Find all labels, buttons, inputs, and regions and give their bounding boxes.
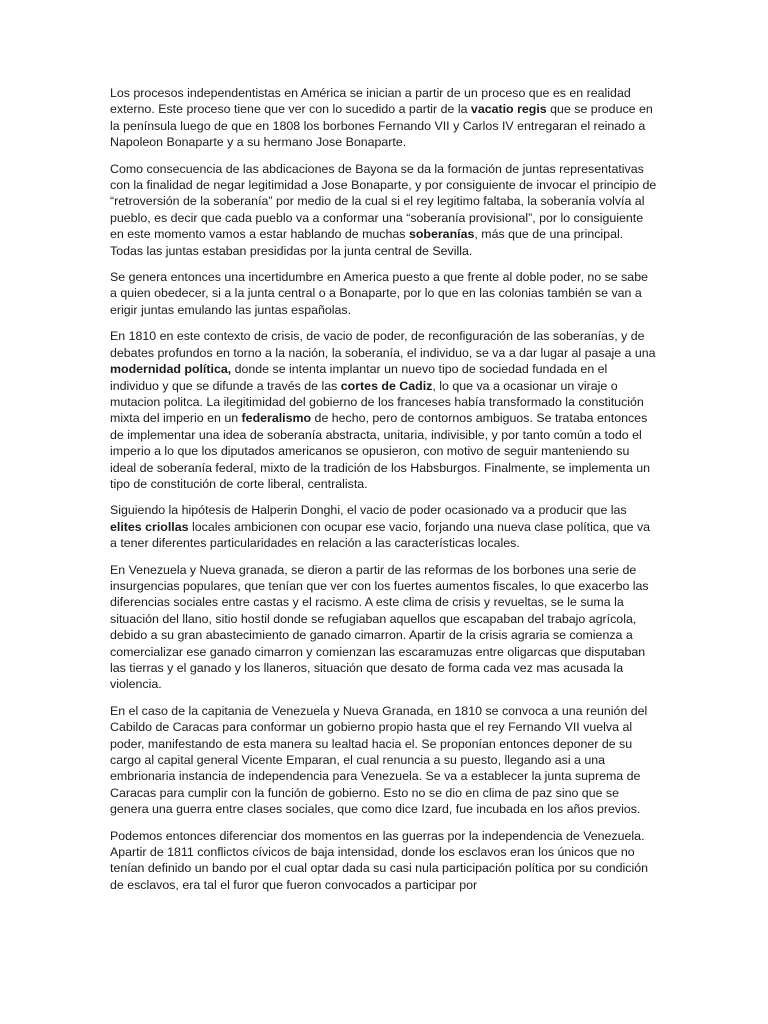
bold-term-soberanias: soberanías — [408, 227, 475, 242]
bold-term-modernidad-politica: modernidad política, — [110, 362, 232, 377]
text-run: , lo que va a ocasionar un viraje o mutacion politca. La ilegitimidad del gobierno de los franceses había transformado la constitución mixta del imperio en un — [110, 378, 644, 426]
bold-term-federalismo: federalismo — [241, 411, 312, 426]
paragraph-8 — [110, 828, 658, 894]
text-run: Como consecuencia de las abdicaciones de Bayona se da la formación de juntas representativas con la finalidad de negar legitimidad a Jose Bonaparte, y por consiguiente de invocar el principio de “retroversión de la soberanía” por medio de la cual si el rey legitimo faltaba, la soberanía volvía al pueblo, es decir que cada pueblo va a conformar una “soberanía provisional”, por lo consiguiente en este momento vamos a estar hablando de muchas — [110, 161, 657, 242]
text-run: que se produce en la península luego de que en 1808 los borbones Fernando VII y Carlos IV entregaran el reinado a Napoleon Bonaparte y a su hermano Jose Bonaparte. — [110, 102, 653, 150]
bold-term-vacatio-regis: vacatio regis — [470, 102, 547, 117]
text-run: locales ambicionen con ocupar ese vacio, forjando una nueva clase política, que va a tener diferentes particularidades en relación a las características locales. — [110, 519, 651, 551]
paragraph-1 — [110, 85, 658, 151]
text-run: , más que de una principal. Todas las juntas estaban presididas por la junta central de Sevilla. — [110, 227, 624, 258]
text-run: En Venezuela y Nueva granada, se dieron a partir de las reformas de los borbones una serie de insurgencias populares, que tenían que ver con los fuertes aumentos fiscales, lo que exacerbo las diferencias sociales entre castas y el racismo. A este clima de crisis y revueltas, se le suma la situación del llano, sitio hostil donde se refugiaban aquellos que escapaban del trabajo agrícola, debido a su gran abastecimiento de ganado cimarron. Apartir de la crisis agraria se comienza a comercializar ese ganado cimarron y comienzan las escaramuzas entre oligarcas que disputaban las tierras y el ganado y los llaneros, situación que desato de forma cada vez mas acusada la violencia. — [110, 562, 649, 692]
paragraph-4 — [110, 328, 658, 492]
paragraph-3 — [110, 269, 658, 318]
text-run: Siguiendo la hipótesis de Halperin Donghi, el vacio de poder ocasionado va a producir que las — [110, 503, 627, 518]
paragraph-7 — [110, 703, 658, 818]
text-run: donde se intenta implantar un nuevo tipo de sociedad fundada en el individuo y que se difunde a través de las — [110, 362, 608, 393]
document-body — [110, 85, 658, 903]
text-run: de hecho, pero de contornos ambiguos. Se trataba entonces de implementar una idea de soberanía abstracta, unitaria, indivisible, y por tanto común a todo el imperio a lo que los diputados americanos se opusieron, con motivo de seguir manteniendo su ideal de soberanía federal, mixto de la tradición de los Habsburgos. Finalmente, se implementa un tipo de constitución de corte liberal, centralista. — [110, 411, 650, 491]
text-run: Podemos entonces diferenciar dos momentos en las guerras por la independencia de Venezuela. Apartir de 1811 conflictos cívicos de baja intensidad, donde los esclavos eran los únicos que no tenían definido un bando por el cual optar dada su casi nula participación política por su condición de esclavos, era tal el furor que fueron convocados a participar por — [110, 828, 648, 892]
paragraph-5 — [110, 502, 658, 551]
bold-term-cortes-de-cadiz: cortes de Cadiz — [340, 378, 433, 393]
paragraph-2 — [110, 161, 658, 259]
paragraph-6 — [110, 562, 658, 693]
text-run: Se genera entonces una incertidumbre en America puesto a que frente al doble poder, no se sabe a quien obedecer, si a la junta central o a Bonaparte, por lo que en las colonias también se van a erigir juntas emulando las juntas españolas. — [110, 270, 648, 317]
text-run: Los procesos independentistas en América se inician a partir de un proceso que es en realidad externo. Este proceso tiene que ver con lo sucedido a partir de la — [110, 86, 631, 117]
bold-term-elites-criollas: elites criollas — [110, 519, 189, 534]
text-run: En el caso de la capitania de Venezuela y Nueva Granada, en 1810 se convoca a una reunión del Cabildo de Caracas para conformar un gobierno propio hasta que el rey Fernando VII vuelva al poder, manifestando de esta manera su lealtad hacia el. Se proponían entonces deponer de su cargo al capital general Vicente Emparan, el cual renuncia a su puesto, llegando asi a una embrionaria instancia de independencia para Venezuela. Se va a establecer la junta suprema de Caracas para cumplir con la función de gobierno. Esto no se dio en clima de paz sino que se genera una guerra entre clases sociales, que como dice Izard, fue incubada en los años previos. — [110, 703, 648, 817]
text-run: En 1810 en este contexto de crisis, de vacio de poder, de reconfiguración de las soberanías, y de debates profundos en torno a la nación, la soberanía, el individuo, se va a dar lugar al pasaje a una — [110, 329, 656, 360]
